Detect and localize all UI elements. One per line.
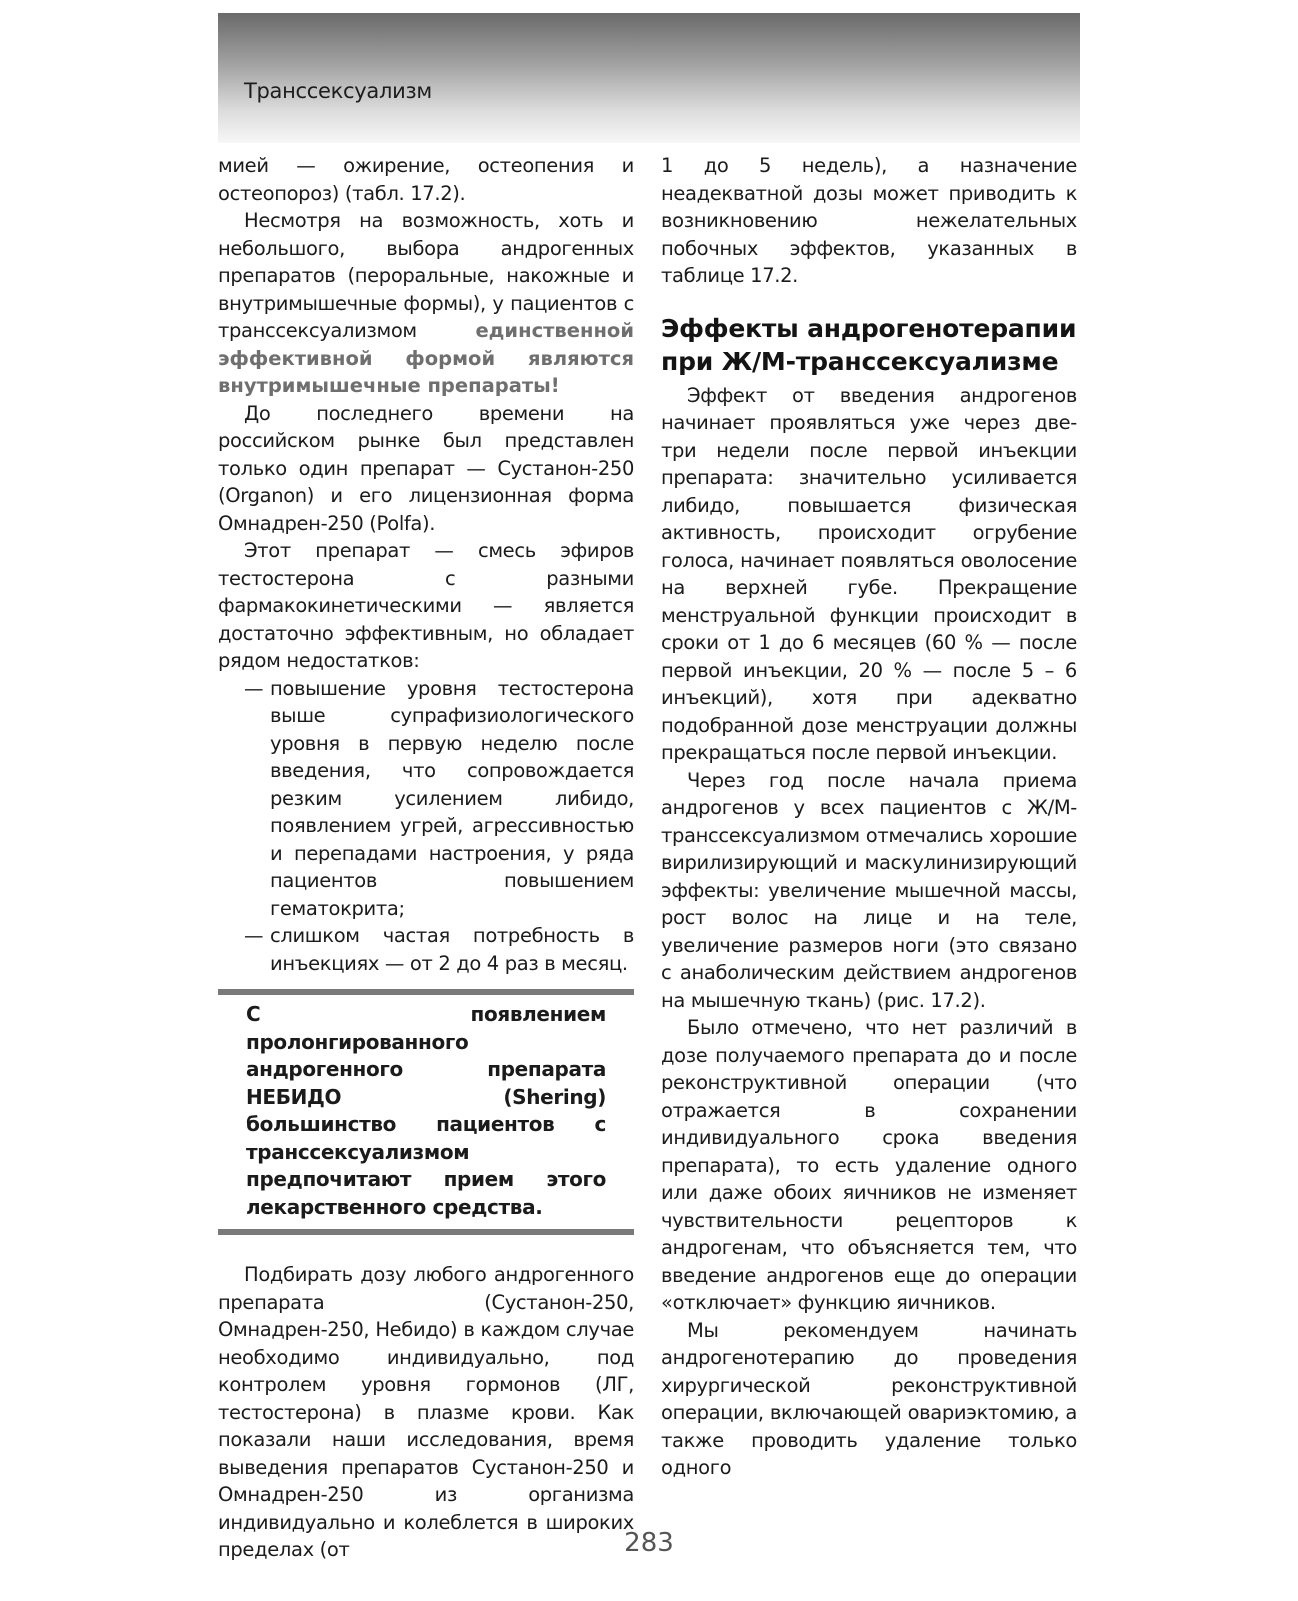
paragraph: Мы рекомендуем начинать андрогенотерапию до проведения хирургической реконструктивной операции, включающей овариэктомию, а также проводить удаление только одного	[661, 1318, 1077, 1479]
paragraph-text: Несмотря на возможность, хоть и небольшого, выбора андрогенных препаратов (пероральные, накожные и внутримышечные формы), у пациентов с транссексуализмом	[218, 209, 634, 342]
callout-box: С появлением пролонгированного андрогенного препарата НЕБИДО (Shering) большинство пациентов с транссексуализмом предпочитают прием этого лекарственного средства.	[218, 989, 634, 1235]
list-item-text: повышение уровня тестостерона выше супрафизиологического уровня в первую неделю после введения, что сопровождается резким усилением либидо, появлением угрей, агрессивностью и перепадами настроения, у ряда пациентов повышением гематокрита;	[270, 676, 634, 920]
paragraph: До последнего времени на российском рынке был представлен только один препарат — Сустанон-250 (Organon) и его лицензионная форма Омнадрен-250 (Polfa).	[218, 401, 634, 535]
emphasis-text: единственной эффективной формой являются внутримышечные препараты!	[218, 319, 634, 397]
list-item	[218, 675, 634, 923]
paragraph: Эффект от введения андрогенов начинает проявляться уже через две-три недели после первой инъекции препарата: значительно усиливается либидо, повышается физическая активность, происходит огрубение голоса, начинает появляться оволосение на верхней губе. Прекращение менструальной функции происходит в сроки от 1 до 6 месяцев (60 % — после первой инъекции, 20 % — после 5 – 6 инъекций), хотя при адекватно подобранной дозе менструации должны прекращаться после первой инъекции.	[661, 383, 1077, 764]
section-heading: Эффекты андрогенотерапии при Ж/М-транссексуализме	[661, 313, 1077, 376]
left-column	[218, 152, 634, 1564]
list-item	[218, 922, 634, 977]
right-column	[661, 152, 1077, 1482]
paragraph: мией — ожирение, остеопения и остеопороз) (табл. 17.2).	[218, 154, 634, 205]
paragraph	[218, 207, 634, 400]
running-title: Транссексуализм	[244, 79, 432, 103]
drawbacks-list	[218, 675, 634, 978]
paragraph: Подбирать дозу любого андрогенного препарата (Сустанон-250, Омнадрен-250, Небидо) в каждом случае необходимо индивидуально, под контролем уровня гормонов (ЛГ, тестостерона) в плазме крови. Как показали наши исследования, время выведения препаратов Сустанон-250 и Омнадрен-250 из организма индивидуально и колеблется в широких пределах (от	[218, 1263, 634, 1561]
list-item-text: слишком частая потребность в инъекциях — от 2 до 4 раз в месяц.	[270, 924, 634, 975]
page-number: 283	[624, 1528, 674, 1558]
paragraph: Этот препарат — смесь эфиров тестостерона с разными фармакокинетическими — является достаточно эффективным, но обладает рядом недостатков:	[218, 539, 634, 672]
paragraph: 1 до 5 недель), а назначение неадекватной дозы может приводить к возникновению нежелательных побочных эффектов, указанных в таблице 17.2.	[661, 154, 1077, 287]
paragraph: Было отмечено, что нет различий в дозе получаемого препарата до и после реконструктивной операции (что отражается в сохранении индивидуального срока введения препарата), то есть удаление одного или даже обоих яичников не изменяет чувствительности рецепторов к андрогенам, что объясняется тем, что введение андрогенов еще до операции «отключает» функцию яичников.	[661, 1016, 1077, 1314]
list-dash: —	[244, 676, 264, 700]
running-header	[218, 13, 1080, 143]
list-dash: —	[244, 924, 264, 947]
paragraph: Через год после начала приема андрогенов у всех пациентов с Ж/М-транссексуализмом отмечались хорошие вирилизирующий и маскулинизирующий эффекты: увеличение мышечной массы, рост волос на лице и на теле, увеличение размеров ноги (это связано с анаболическим действием андрогенов на мышечную ткань) (рис. 17.2).	[661, 768, 1077, 1012]
